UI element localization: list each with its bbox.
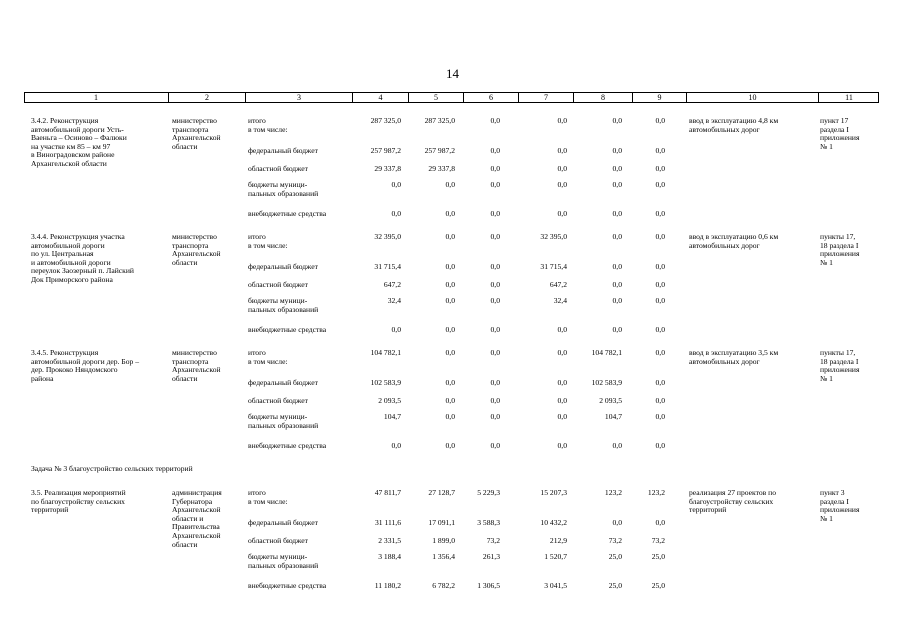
measure-name-line: дер. Прококо Няндомского [31,365,118,375]
funding-value: 257 987,2 [424,146,455,155]
funding-value: 647,2 [383,280,401,289]
funding-value: 0,0 [490,146,500,155]
funding-value: 0,0 [557,412,567,421]
reference-line: № 1 [820,513,833,523]
funding-value: 0,0 [490,164,500,173]
column-header-10: 10 [686,93,818,102]
funding-value: 0,0 [655,232,665,241]
funding-value: 0,0 [655,262,665,271]
funding-value: 0,0 [557,116,567,125]
funding-value: 0,0 [655,378,665,387]
funding-value: 0,0 [490,378,500,387]
funding-value: 0,0 [655,518,665,527]
funding-value: 0,0 [445,209,455,218]
funding-value: 0,0 [655,146,665,155]
result-line: ввод в эксплуатацию 3,5 км [689,348,779,357]
funding-value: 647,2 [549,280,567,289]
funding-value: 0,0 [391,441,401,450]
funding-value: 0,0 [655,180,665,189]
funding-source-line: пальных образований [248,420,319,430]
funding-value: 104 782,1 [591,348,622,357]
responsible-line: области и [172,513,204,523]
funding-value: 1 899,0 [432,536,455,545]
funding-value: 212,9 [549,536,567,545]
funding-value: 32 395,0 [540,232,567,241]
reference-line: 18 раздела I [820,356,859,366]
funding-value: 25,0 [651,552,665,561]
funding-value: 0,0 [445,325,455,334]
reference-line: приложения [820,505,860,515]
funding-value: 0,0 [612,325,622,334]
measure-name-line: Архангельской области [31,159,107,168]
reference-line: 18 раздела I [820,240,859,250]
funding-value: 287 325,0 [370,116,401,125]
funding-value: 0,0 [490,441,500,450]
funding-source-line: итого [248,348,266,357]
funding-value: 0,0 [445,280,455,289]
funding-source-line: внебюджетные средства [248,581,327,590]
funding-value: 0,0 [612,518,622,527]
funding-value: 0,0 [655,412,665,421]
funding-value: 73,2 [486,536,500,545]
result-line: автомобильных дорог [689,124,760,134]
reference-line: № 1 [820,373,833,383]
column-header-9: 9 [632,93,686,102]
funding-value: 0,0 [557,209,567,218]
responsible-line: Архангельской [172,505,221,515]
measure-name-line: Ваеньга – Осиново – Фалюки [31,133,127,143]
funding-value: 0,0 [655,396,665,405]
funding-value: 29 337,8 [374,164,401,173]
funding-source-line: в том числе: [248,496,288,506]
reference-line: раздела I [820,124,849,134]
result-line: автомобильных дорог [689,240,760,250]
funding-source-line: федеральный бюджет [248,262,318,271]
funding-source-line: областной бюджет [248,396,308,405]
funding-value: 0,0 [490,296,500,305]
funding-value: 0,0 [612,209,622,218]
funding-value: 32,4 [387,296,401,305]
funding-value: 0,0 [557,396,567,405]
funding-value: 31 715,4 [540,262,567,271]
responsible-line: Архангельской [172,133,221,143]
responsible-line: области [172,373,198,383]
measure-name-line: 3.4.2. Реконструкция [31,116,99,125]
funding-value: 123,2 [604,488,622,497]
measure-name-line: 3.5. Реализация мероприятий [31,488,126,497]
column-header-3: 3 [245,93,352,102]
funding-value: 17 091,1 [428,518,455,527]
measure-name-line: на участке км 85 – км 97 [31,141,111,151]
funding-source-line: итого [248,232,266,241]
funding-value: 0,0 [612,146,622,155]
funding-value: 0,0 [391,180,401,189]
funding-value: 0,0 [490,348,500,357]
responsible-line: Архангельской [172,365,221,375]
funding-value: 0,0 [612,180,622,189]
funding-value: 10 432,2 [540,518,567,527]
measure-name-line: территорий [31,505,69,515]
funding-value: 104 782,1 [370,348,401,357]
measure-name-line: переулок Заозерный п. Лайский [31,266,134,276]
column-header-1: 1 [94,93,98,102]
funding-value: 0,0 [655,348,665,357]
funding-value: 2 093,5 [378,396,401,405]
funding-value: 25,0 [608,552,622,561]
reference-line: раздела I [820,496,849,506]
reference-line: пункты 17, [820,232,856,241]
funding-value: 3 041,5 [544,581,567,590]
reference-line: № 1 [820,257,833,267]
responsible-line: Архангельской [172,249,221,259]
responsible-line: транспорта [172,124,209,134]
measure-name-line: Док Приморского района [31,275,113,284]
responsible-line: Правительства [172,522,220,532]
funding-value: 0,0 [557,164,567,173]
funding-source-line: областной бюджет [248,536,308,545]
funding-value: 0,0 [612,296,622,305]
funding-value: 32,4 [553,296,567,305]
funding-value: 0,0 [445,232,455,241]
funding-value: 102 583,9 [591,378,622,387]
funding-source-line: областной бюджет [248,164,308,173]
funding-source-line: в том числе: [248,356,288,366]
result-line: территорий [689,505,727,515]
column-header-6: 6 [463,93,518,102]
reference-line: пункт 3 [820,488,845,497]
column-header-2: 2 [168,93,245,102]
funding-value: 0,0 [557,325,567,334]
responsible-line: области [172,141,198,151]
funding-source-line: федеральный бюджет [248,146,318,155]
funding-source-line: в том числе: [248,240,288,250]
responsible-line: транспорта [172,240,209,250]
column-header-7: 7 [518,93,573,102]
result-line: ввод в эксплуатацию 0,6 км [689,232,779,241]
column-header-11: 11 [818,93,879,102]
funding-value: 0,0 [655,296,665,305]
funding-source-line: внебюджетные средства [248,209,327,218]
funding-value: 0,0 [391,325,401,334]
measure-name-line: 3.4.4. Реконструкция участка [31,232,125,241]
funding-value: 0,0 [445,412,455,421]
funding-value: 0,0 [655,280,665,289]
result-line: благоустройству сельских [689,496,774,506]
funding-value: 261,3 [482,552,500,561]
responsible-line: транспорта [172,356,209,366]
funding-value: 0,0 [655,164,665,173]
funding-value: 0,0 [612,280,622,289]
funding-value: 11 180,2 [374,581,401,590]
funding-source-line: бюджеты муници- [248,412,308,421]
measure-name-line: по ул. Центральная [31,249,94,259]
funding-value: 104,7 [604,412,622,421]
funding-value: 0,0 [445,262,455,271]
funding-value: 0,0 [445,180,455,189]
reference-line: пункт 17 [820,116,849,125]
column-header-8: 8 [573,93,632,102]
funding-value: 102 583,9 [370,378,401,387]
funding-value: 0,0 [391,209,401,218]
funding-value: 27 128,7 [428,488,455,497]
funding-source-line: пальных образований [248,304,319,314]
measure-name-line: в Виноградовском районе [31,150,115,160]
funding-value: 0,0 [655,116,665,125]
page-number: 14 [446,66,459,81]
funding-value: 0,0 [445,296,455,305]
measure-name-line: по благоустройству сельских [31,496,125,506]
measure-name-line: автомобильной дороги [31,240,105,250]
funding-value: 0,0 [557,441,567,450]
funding-source-line: пальных образований [248,188,319,198]
funding-source-line: бюджеты муници- [248,180,308,189]
funding-value: 1 306,5 [477,581,500,590]
funding-value: 0,0 [490,209,500,218]
funding-value: 15 207,3 [540,488,567,497]
reference-line: приложения [820,249,860,259]
reference-line: № 1 [820,141,833,151]
column-header-5: 5 [408,93,463,102]
funding-value: 0,0 [445,396,455,405]
result-line: автомобильных дорог [689,356,760,366]
funding-source-line: итого [248,116,266,125]
funding-value: 104,7 [383,412,401,421]
funding-value: 257 987,2 [370,146,401,155]
responsible-line: области [172,539,198,549]
funding-value: 0,0 [490,412,500,421]
funding-value: 0,0 [490,325,500,334]
funding-value: 2 331,5 [378,536,401,545]
result-line: реализация 27 проектов по [689,488,777,497]
funding-value: 0,0 [490,262,500,271]
column-header-4: 4 [352,93,408,102]
measure-name-line: и автомобильной дороги [31,257,111,267]
funding-value: 123,2 [647,488,665,497]
funding-value: 25,0 [608,581,622,590]
funding-value: 0,0 [490,396,500,405]
funding-value: 1 520,7 [544,552,567,561]
funding-value: 29 337,8 [428,164,455,173]
funding-value: 0,0 [557,146,567,155]
task-heading: Задача № 3 благоустройство сельских территорий [31,464,193,473]
funding-value: 0,0 [490,116,500,125]
funding-value: 0,0 [490,280,500,289]
measure-name-line: автомобильной дороги дер. Бор – [31,356,140,366]
funding-value: 73,2 [651,536,665,545]
funding-value: 25,0 [651,581,665,590]
funding-value: 31 715,4 [374,262,401,271]
measure-name-line: 3.4.5. Реконструкция [31,348,99,357]
funding-value: 5 229,3 [477,488,500,497]
funding-value: 1 356,4 [432,552,455,561]
funding-value: 3 588,3 [477,518,500,527]
funding-value: 0,0 [490,232,500,241]
funding-source-line: пальных образований [248,560,319,570]
reference-line: приложения [820,133,860,143]
responsible-line: министерство [172,116,217,125]
funding-source-line: внебюджетные средства [248,325,327,334]
reference-line: приложения [820,365,860,375]
funding-value: 31 111,6 [374,518,401,527]
funding-value: 0,0 [612,116,622,125]
responsible-line: Архангельской [172,531,221,540]
funding-source-line: итого [248,488,266,497]
funding-value: 0,0 [612,164,622,173]
funding-value: 0,0 [557,378,567,387]
funding-value: 0,0 [557,180,567,189]
funding-value: 32 395,0 [374,232,401,241]
funding-source-line: бюджеты муници- [248,296,308,305]
funding-source-line: федеральный бюджет [248,378,318,387]
column-header-row [24,92,879,103]
funding-value: 0,0 [655,441,665,450]
funding-source-line: областной бюджет [248,280,308,289]
funding-value: 0,0 [655,325,665,334]
funding-value: 0,0 [612,262,622,271]
responsible-line: области [172,257,198,267]
funding-value: 287 325,0 [424,116,455,125]
responsible-line: министерство [172,232,217,241]
responsible-line: администрация [172,488,222,497]
measure-name-line: района [31,373,54,383]
funding-value: 0,0 [655,209,665,218]
reference-line: пункты 17, [820,348,856,357]
funding-value: 47 811,7 [374,488,401,497]
funding-value: 2 093,5 [599,396,622,405]
funding-value: 0,0 [445,441,455,450]
funding-value: 0,0 [445,378,455,387]
responsible-line: министерство [172,348,217,357]
funding-value: 0,0 [557,348,567,357]
funding-source-line: в том числе: [248,124,288,134]
funding-value: 73,2 [608,536,622,545]
funding-source-line: федеральный бюджет [248,518,318,527]
funding-value: 0,0 [612,441,622,450]
result-line: ввод в эксплуатацию 4,8 км [689,116,779,125]
measure-name-line: автомобильной дороги Усть- [31,124,124,134]
funding-source-line: внебюджетные средства [248,441,327,450]
funding-value: 0,0 [612,232,622,241]
funding-value: 3 188,4 [378,552,401,561]
funding-value: 0,0 [490,180,500,189]
funding-value: 6 782,2 [432,581,455,590]
responsible-line: Губернатора [172,496,213,506]
funding-source-line: бюджеты муници- [248,552,308,561]
funding-value: 0,0 [445,348,455,357]
